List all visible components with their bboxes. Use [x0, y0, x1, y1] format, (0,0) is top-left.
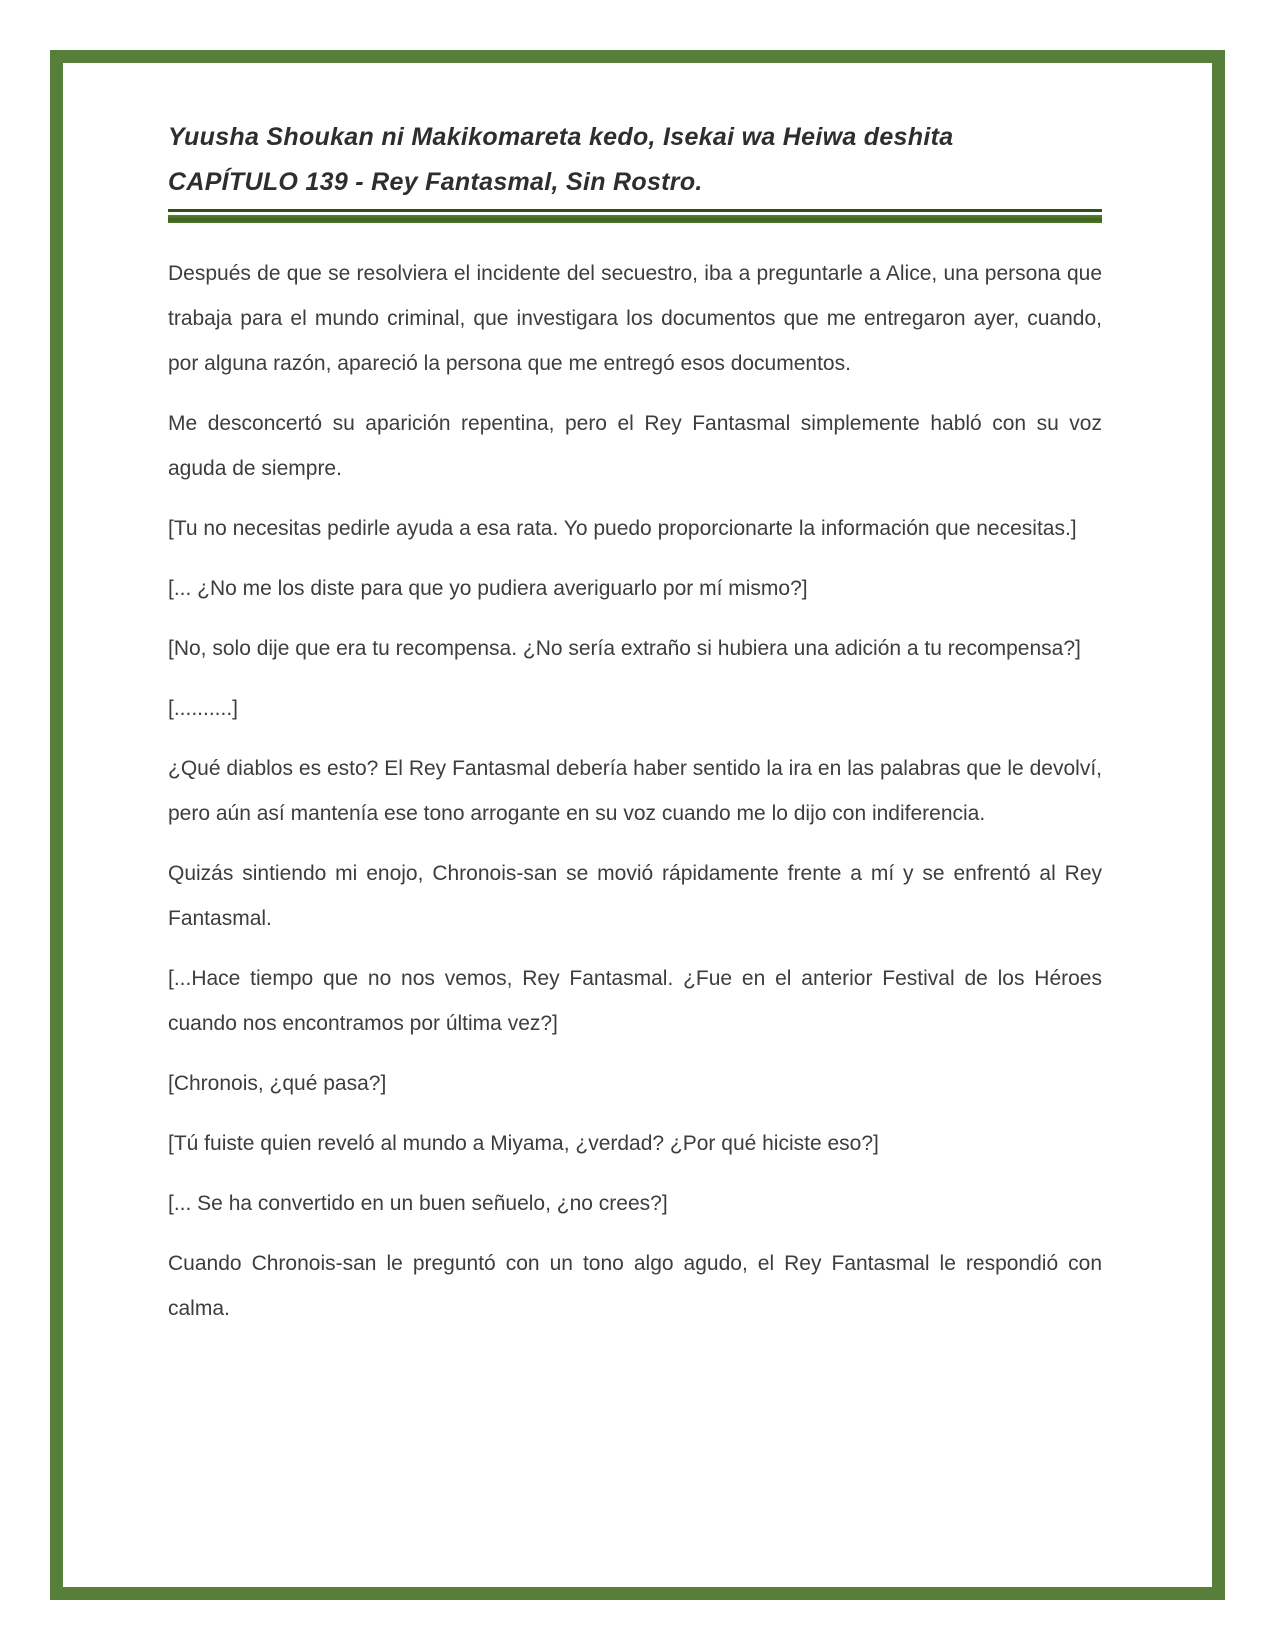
paragraph: Me desconcertó su aparición repentina, pero el Rey Fantasmal simplemente habló con su voz aguda de siempre. — [168, 412, 1102, 480]
series-title: Yuusha Shoukan ni Makikomareta kedo, Isekai wa Heiwa deshita — [168, 123, 954, 151]
paragraph: ¿Qué diablos es esto? El Rey Fantasmal debería haber sentido la ira en las palabras que le devolví, pero aún así mantenía ese tono arrogante en su voz cuando me lo dijo con indiferencia. — [168, 757, 1102, 825]
paragraph: Después de que se resolviera el incidente del secuestro, iba a preguntarle a Alice, una persona que trabaja para el mundo criminal, que investigara los documentos que me entregaron ayer, cuando, por alguna razón, apareció la persona que me entregó esos documentos. — [168, 262, 1102, 375]
page-border-frame — [50, 50, 1225, 1600]
paragraph: [Tú fuiste quien reveló al mundo a Miyama, ¿verdad? ¿Por qué hiciste eso?] — [168, 1132, 879, 1155]
title-divider-rule — [168, 209, 1102, 223]
divider-thin-line — [168, 209, 1102, 212]
paragraph: [No, solo dije que era tu recompensa. ¿No sería extraño si hubiera una adición a tu recompensa?] — [168, 637, 1081, 660]
paragraph: Cuando Chronois-san le preguntó con un tono algo agudo, el Rey Fantasmal le respondió con calma. — [168, 1252, 1102, 1320]
chapter-title: CAPÍTULO 139 - Rey Fantasmal, Sin Rostro. — [168, 168, 703, 196]
divider-thick-line — [168, 215, 1102, 223]
document-content — [168, 115, 1102, 1346]
paragraph: Quizás sintiendo mi enojo, Chronois-san se movió rápidamente frente a mí y se enfrentó al Rey Fantasmal. — [168, 862, 1102, 930]
paragraph: [...Hace tiempo que no nos vemos, Rey Fantasmal. ¿Fue en el anterior Festival de los Héroes cuando nos encontramos por última vez?] — [168, 967, 1102, 1035]
paragraph: [Chronois, ¿qué pasa?] — [168, 1072, 387, 1095]
paragraph: [... ¿No me los diste para que yo pudiera averiguarlo por mí mismo?] — [168, 577, 808, 600]
paragraph: [... Se ha convertido en un buen señuelo, ¿no crees?] — [168, 1192, 668, 1215]
chapter-body — [168, 251, 1102, 1331]
paragraph: [..........] — [168, 697, 239, 720]
paragraph: [Tu no necesitas pedirle ayuda a esa rata. Yo puedo proporcionarte la información que necesitas.] — [168, 517, 1077, 540]
